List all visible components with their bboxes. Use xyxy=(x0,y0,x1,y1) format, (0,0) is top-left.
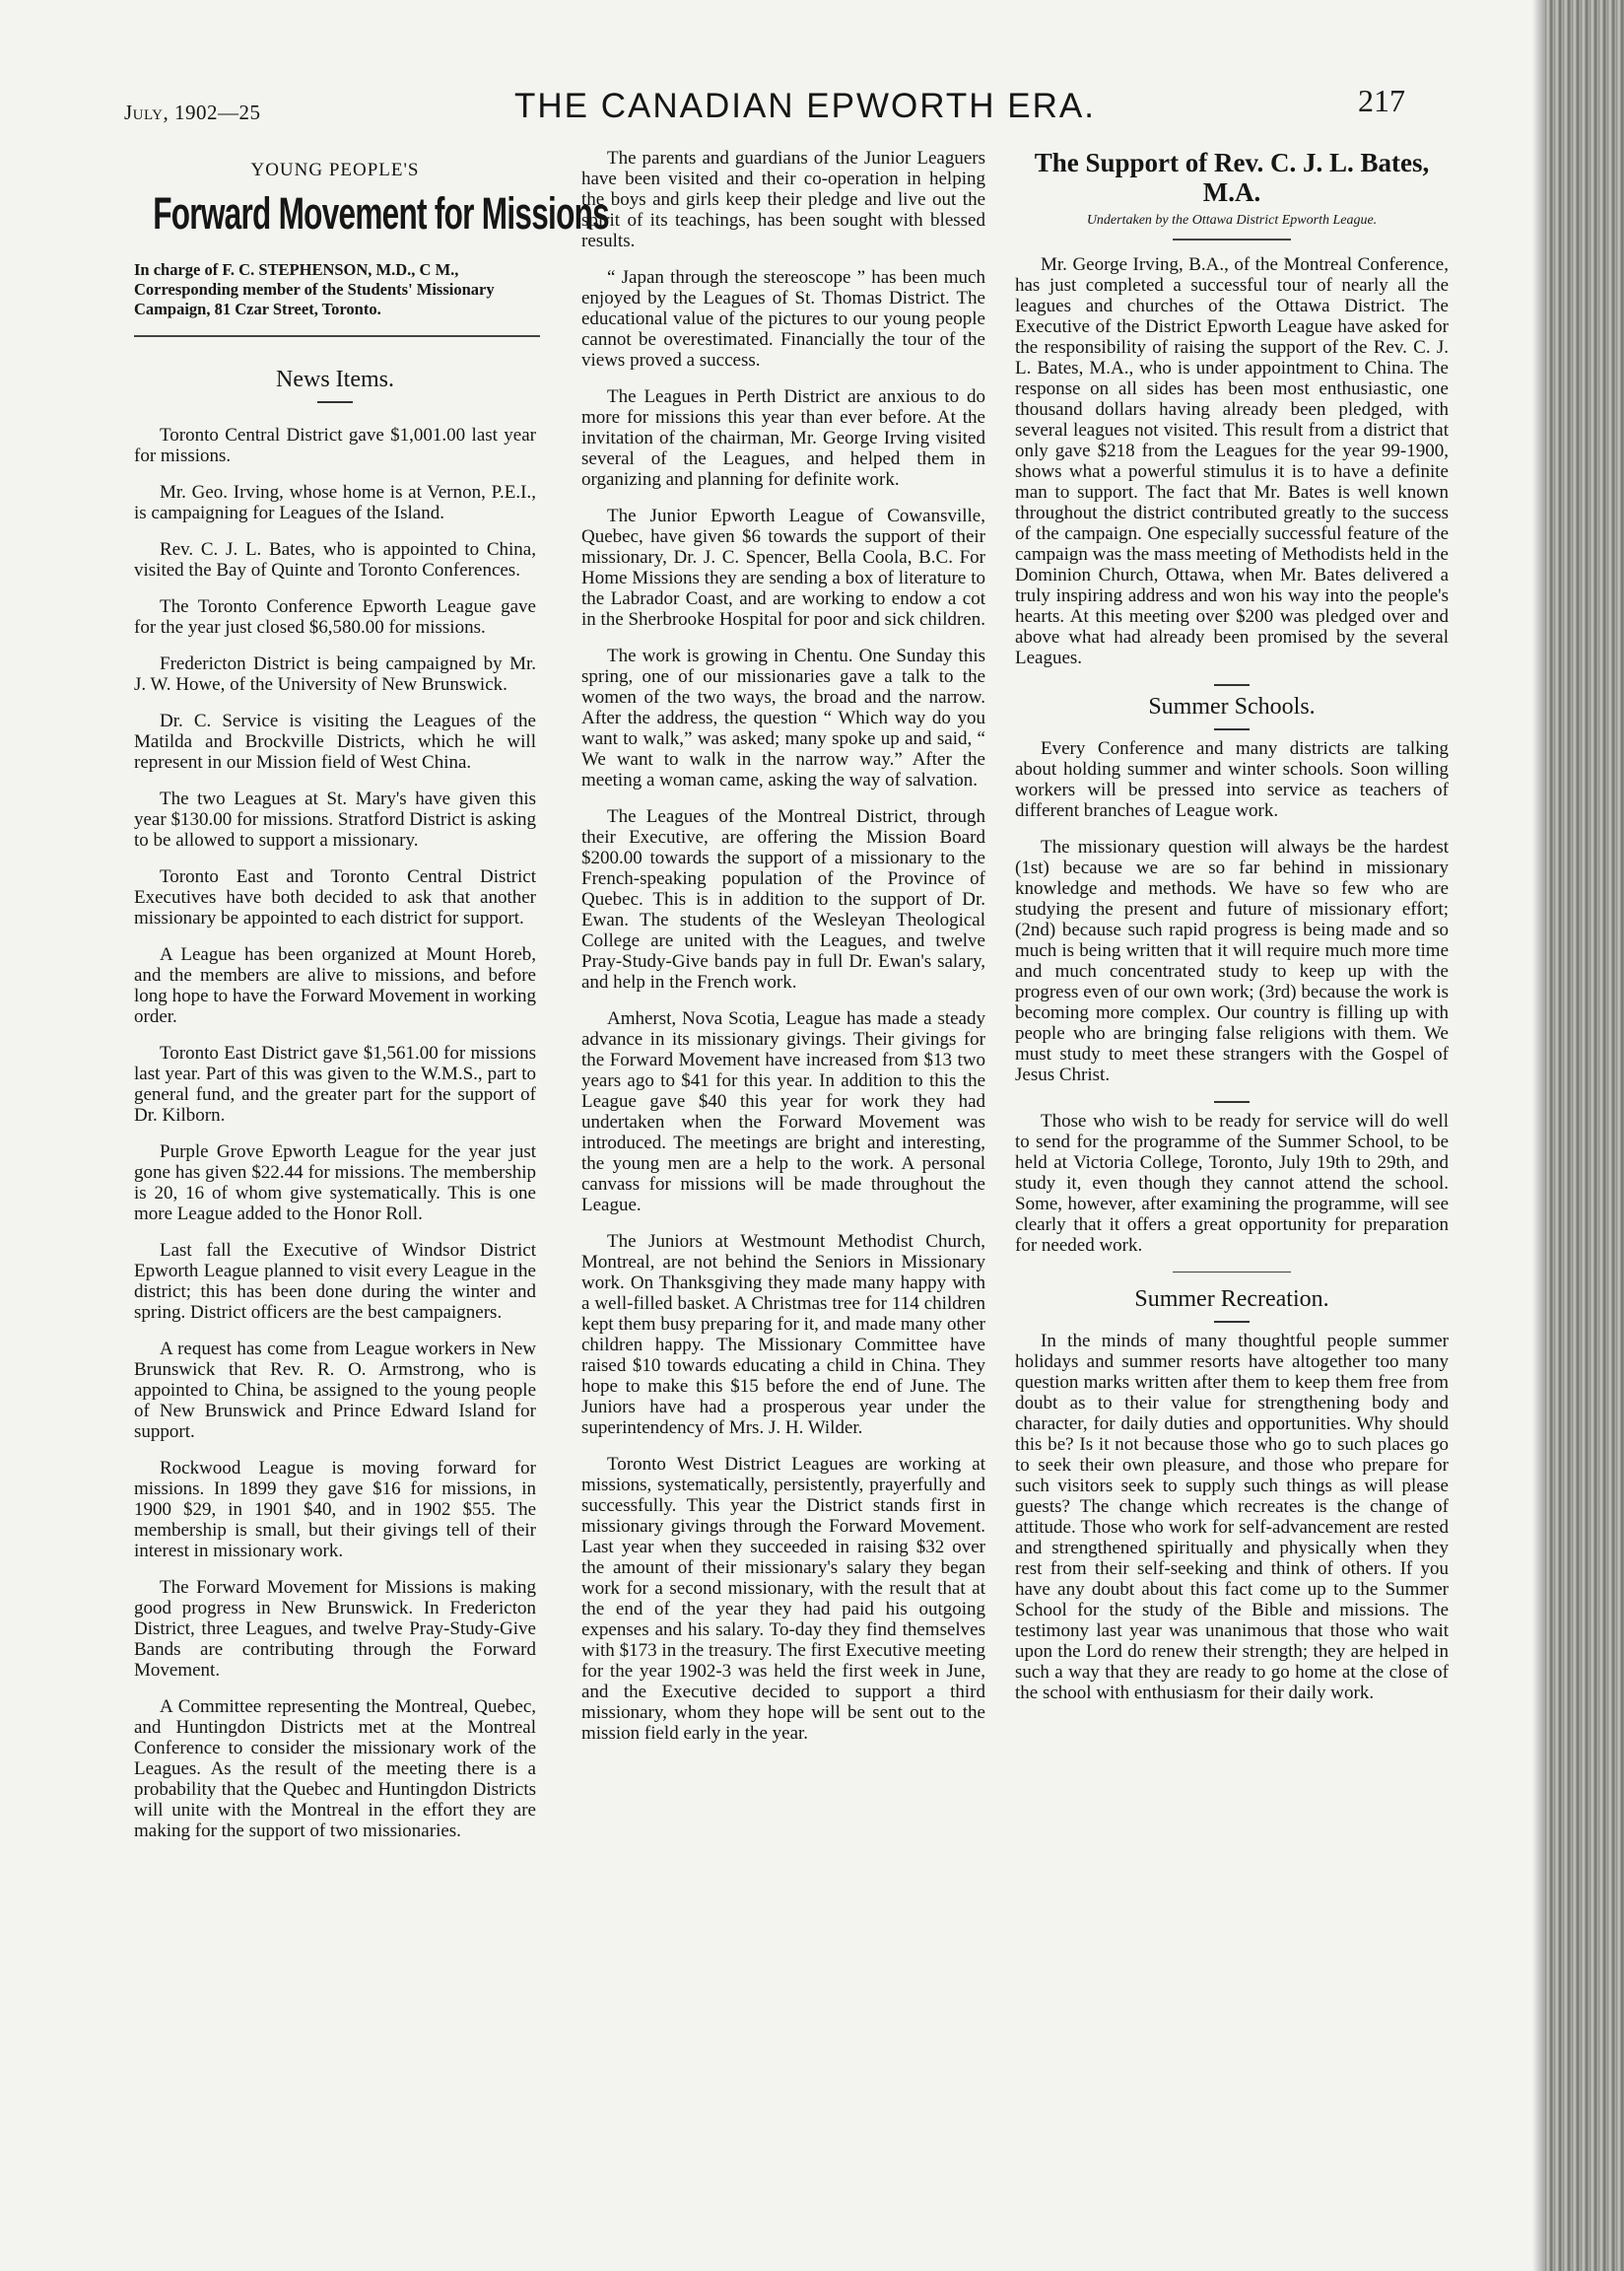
news-paragraph: The work is growing in Chentu. One Sunday this spring, one of our missionaries gave a talk to the women of the two ways, the broad and the narrow. After the address, the question “ Which way do you want to walk,” was asked; many spoke up and said, “ We want to walk in the narrow way.” After the meeting a woman came, asking the way of salvation. xyxy=(581,646,985,791)
column-2 xyxy=(581,148,985,1759)
news-paragraph: The Junior Epworth League of Cowansville, Quebec, have given $6 towards the support of their missionary, Dr. J. C. Spencer, Bella Coola, B.C. For Home Missions they are sending a box of literature to the Labrador Coast, and are working to endow a cot in the Sherbrooke Hospital for poor and sick children. xyxy=(581,506,985,630)
news-paragraph: Rockwood League is moving forward for missions. In 1899 they gave $16 for missions, in 1900 $29, in 1901 $40, and in 1902 $55. The membership is small, but their givings tell of their interest in missionary work. xyxy=(134,1457,536,1561)
divider xyxy=(1214,1101,1250,1103)
column-3 xyxy=(1015,148,1449,1719)
summer-recreation-heading: Summer Recreation. xyxy=(1134,1286,1329,1312)
book-page-edges xyxy=(1545,0,1624,2271)
divider xyxy=(1173,1272,1291,1273)
news-paragraph: Rev. C. J. L. Bates, who is appointed to China, visited the Bay of Quinte and Toronto Conferences. xyxy=(134,538,536,581)
news-paragraph: The Toronto Conference Epworth League gave for the year just closed $6,580.00 for missions. xyxy=(134,595,536,638)
issue-date: July, 1902—25 xyxy=(124,101,261,124)
summer-schools-heading: Summer Schools. xyxy=(1148,693,1316,720)
bates-article-title: The Support of Rev. C. J. L. Bates, M.A. xyxy=(1034,148,1430,207)
section-title: Forward Movement for Missions xyxy=(153,188,609,239)
publication-title: THE CANADIAN EPWORTH ERA. xyxy=(514,87,1096,125)
page-shadow xyxy=(1532,0,1546,2271)
divider xyxy=(1173,239,1291,241)
divider xyxy=(317,401,353,403)
news-paragraph: Mr. Geo. Irving, whose home is at Vernon, P.E.I., is campaigning for Leagues of the Island. xyxy=(134,481,536,523)
news-paragraph: The two Leagues at St. Mary's have given this year $130.00 for missions. Stratford District is asking to be allowed to support a missionary. xyxy=(134,788,536,851)
news-paragraph: A Committee representing the Montreal, Quebec, and Huntingdon Districts met at the Montreal Conference to consider the missionary work of the Leagues. As the result of the meeting there is a probability that the Quebec and Huntingdon Districts will unite with the Montreal in the effort they are making for the support of two missionaries. xyxy=(134,1695,536,1841)
article-paragraph: Every Conference and many districts are talking about holding summer and winter schools. Soon willing workers will be pressed into service as teachers of different branches of League work. xyxy=(1015,737,1449,821)
column-1 xyxy=(134,148,609,1857)
section-kicker: YOUNG PEOPLE'S xyxy=(250,160,420,180)
news-paragraph: Purple Grove Epworth League for the year just gone has given $22.44 for missions. The membership is 20, 16 of whom give systematically. This is one more League added to the Honor Roll. xyxy=(134,1140,536,1224)
divider xyxy=(1214,728,1250,730)
news-paragraph: Amherst, Nova Scotia, League has made a steady advance in its missionary givings. Their givings for the Forward Movement have increased from $13 two years ago to $41 for this year. In addition to this the League gave $40 this year for work they had undertaken when the Forward Movement was introduced. The meetings are bright and interesting, the young men are a help to the work. A personal canvass for missions will be made throughout the League. xyxy=(581,1008,985,1215)
news-paragraph: Last fall the Executive of Windsor District Epworth League planned to visit every League in the district; this has been done during the winter and spring. District officers are the best campaigners. xyxy=(134,1239,536,1323)
news-paragraph: Toronto East District gave $1,561.00 for missions last year. Part of this was given to the W.M.S., part to general fund, and the greater part for the support of Dr. Kilborn. xyxy=(134,1042,536,1126)
article-paragraph: The missionary question will always be the hardest (1st) because we are so far behind in missionary knowledge and methods. We have so few who are studying the present and future of missionary effort; (2nd) because such rapid progress is being made and so much is being written that it will require much more time and much concentrated study to keep up with the progress even of our own work; (3rd) because the work is becoming more complex. Our country is filling up with people who are bringing false religions with them. We must study to meet these strangers with the Gospel of Jesus Christ. xyxy=(1015,836,1449,1085)
divider xyxy=(1214,1321,1250,1323)
divider xyxy=(134,335,540,337)
news-paragraph: The Leagues in Perth District are anxious to do more for missions this year than ever before. At the invitation of the chairman, Mr. George Irving visited several of the Leagues, and helped them in organizing and planning for definite work. xyxy=(581,386,985,490)
news-items-heading: News Items. xyxy=(276,366,394,392)
news-paragraph: Toronto Central District gave $1,001.00 last year for missions. xyxy=(134,424,536,466)
divider xyxy=(1214,684,1250,686)
editor-note: In charge of F. C. STEPHENSON, M.D., C M., Corresponding member of the Students' Missionary Campaign, 81 Czar Street, Toronto. xyxy=(134,260,495,318)
news-paragraph: The Leagues of the Montreal District, through their Executive, are offering the Mission Board $200.00 towards the support of a missionary to the French-speaking population of the Province of Quebec. This is in addition to the support of Dr. Ewan. The students of the Wesleyan Theological College are united with the Leagues, and twelve Pray-Study-Give bands pay in full Dr. Ewan's salary, and help in the French work. xyxy=(581,806,985,993)
news-paragraph: Toronto West District Leagues are working at missions, systematically, persistently, prayerfully and successfully. This year the District stands first in missionary givings through the Forward Movement. Last year when they succeeded in raising $32 over the amount of their missionary's salary they began work for a second missionary, with the result that at the end of the year they had paid his outgoing expenses and his salary. To-day they find themselves with $173 in the treasury. The first Executive meeting for the year 1902-3 was held the first week in June, and the Executive decided to support a third missionary, whom they hope will be sent out to the mission field early in the year. xyxy=(581,1454,985,1744)
news-paragraph: “ Japan through the stereoscope ” has been much enjoyed by the Leagues of St. Thomas District. The educational value of the pictures to our young people cannot be overestimated. Financially the tour of the views proved a success. xyxy=(581,267,985,371)
news-paragraph: The parents and guardians of the Junior Leaguers have been visited and their co-operation in helping the boys and girls keep their pledge and live out the spirit of its teachings, has been sought with blessed results. xyxy=(581,148,985,251)
news-paragraph: The Juniors at Westmount Methodist Church, Montreal, are not behind the Seniors in Missionary work. On Thanksgiving they made many happy with a well-filled basket. A Christmas tree for 114 children kept them busy preparing for it, and made many other children happy. The Missionary Committee have raised $10 towards educating a child in China. They hope to make this $15 before the end of June. The Juniors have had a prosperous year under the superintendency of Mrs. J. H. Wilder. xyxy=(581,1231,985,1438)
article-paragraph: In the minds of many thoughtful people summer holidays and summer resorts have altogether too many question marks written after them to keep them free from doubt as to their value for strengthening body and character, for daily duties and opportunities. Why should this be? Is it not because those who go to such places go to seek their own pleasure, and those who prepare for such visitors seek to supply such things as will please guests? The change which recreates is the change of attitude. Those who work for self-advancement are rested and strengthened spiritually and physically when they rest from their self-seeking and think of others. If you have any doubt about this fact come up to the Summer School for the study of the Bible and missions. The testimony last year was unanimous that those who wait upon the Lord do renew their strength; they are helped in such a way that they are ready to go home at the close of the school with enthusiasm for their daily work. xyxy=(1015,1331,1449,1703)
news-paragraph: A League has been organized at Mount Horeb, and the members are alive to missions, and before long hope to have the Forward Movement in working order. xyxy=(134,943,536,1027)
article-paragraph: Mr. George Irving, B.A., of the Montreal Conference, has just completed a successful tour of nearly all the leagues and churches of the Ottawa District. The Executive of the District Epworth League have asked for the responsibility of raising the support of the Rev. C. J. L. Bates, M.A., who is under appointment to China. The response on all sides has been most enthusiastic, one thousand dollars having already been pledged, with several leagues not visited. This result from a district that only gave $218 from the Leagues for the year 99-1900, shows what a powerful stimulus it is to have a definite man to support. The fact that Mr. Bates is well known throughout the district contributed greatly to the success of the campaign. One especially successful feature of the campaign was the mass meeting of Methodists held in the Dominion Church, Ottawa, when Mr. Bates delivered a truly inspiring address and won his way into the people's hearts. At this meeting over $200 was pledged over and above what had already been promised by the several Leagues. xyxy=(1015,253,1449,668)
news-paragraph: Fredericton District is being campaigned by Mr. J. W. Howe, of the University of New Brunswick. xyxy=(134,653,536,695)
bates-article-subtitle: Undertaken by the Ottawa District Epworth League. xyxy=(1086,213,1378,228)
news-paragraph: Toronto East and Toronto Central District Executives have both decided to ask that another missionary be appointed to each district for support. xyxy=(134,865,536,929)
news-paragraph: A request has come from League workers in New Brunswick that Rev. R. O. Armstrong, who is appointed to China, be assigned to the young people of New Brunswick and Prince Edward Island for support. xyxy=(134,1338,536,1442)
news-paragraph: Dr. C. Service is visiting the Leagues of the Matilda and Brockville Districts, which he will represent in our Mission field of West China. xyxy=(134,710,536,773)
news-paragraph: The Forward Movement for Missions is making good progress in New Brunswick. In Fredericton District, three Leagues, and twelve Pray-Study-Give Bands are contributing through the Forward Movement. xyxy=(134,1576,536,1681)
page-number: 217 xyxy=(1358,83,1405,118)
article-paragraph: Those who wish to be ready for service will do well to send for the programme of the Summer School, to be held at Victoria College, Toronto, July 19th to 29th, and study it, even though they cannot attend the school. Some, however, after examining the programme, will see clearly that it offers a great opportunity for preparation for needed work. xyxy=(1015,1110,1449,1256)
